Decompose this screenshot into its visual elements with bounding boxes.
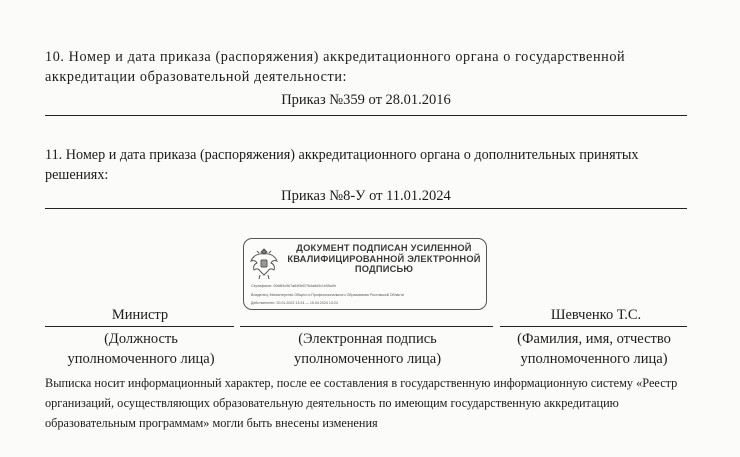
name-value: Шевченко Т.С. [550,307,642,323]
signature-line [240,326,493,327]
stamp-owner: Владелец: Министерство Общего и Профессионального Образования Ростовской Области [251,293,405,297]
item-10-order: Приказ №359 от 28.01.2016 [281,92,451,108]
position-caption: (Должность уполномоченного лица) [67,331,215,367]
name-line [500,326,687,327]
item-10-text: 10. Номер и дата приказа (распоряжения) аккредитационного органа о государственной аккредитации образовательной деятельности: [45,49,626,85]
position-value: Министр [111,307,169,323]
stamp-certificate: Сертификат: 00d8f4c9b7a64f3ef27b4a8d3c1e55a0b [251,284,336,288]
stamp-title: ДОКУМЕНТ ПОДПИСАН УСИЛЕННОЙ КВАЛИФИЦИРОВАННОЙ ЭЛЕКТРОННОЙ ПОДПИСЬЮ [287,243,481,274]
position-line [45,326,234,327]
item-11-underline [45,208,687,209]
name-caption: (Фамилия, имя, отчество уполномоченного лица) [517,331,671,367]
signature-caption: (Электронная подпись уполномоченного лица) [293,331,442,367]
item-10-underline [45,115,687,116]
stamp-validity: Действителен: 20.01.2023 13:24 — 15.04.2024 13:24 [251,301,338,305]
disclaimer-note: Выписка носит информационный характер, после ее составления в государственную информационную систему «Реестр организаций, осуществляющих образовательную деятельность по имеющим государственную аккредитацию образовательным программам» могли быть внесены изменения [45,376,678,430]
electronic-signature-stamp [243,238,487,310]
coat-of-arms-icon [248,245,280,281]
item-11-text: 11. Номер и дата приказа (распоряжения) аккредитационного органа о дополнительных принятых решениях: [45,147,639,183]
item-11-order: Приказ №8-У от 11.01.2024 [281,188,451,204]
